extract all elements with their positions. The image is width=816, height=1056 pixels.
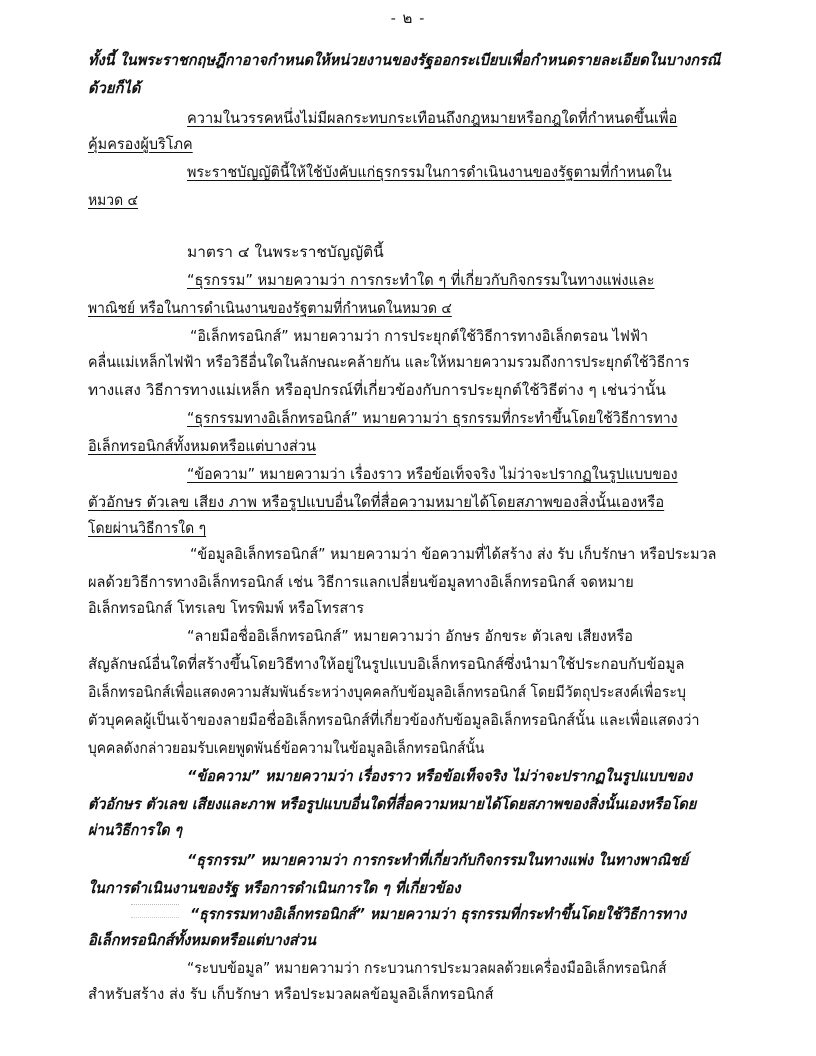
text-line: “อิเล็กทรอนิกส์” หมายความว่า การประยุกต์ใช้วิธีการทางอิเล็กตรอน ไฟฟ้า [190, 327, 649, 345]
text-line: หมวด ๔ [88, 191, 139, 209]
text-line: อิเล็กทรอนิกส์ทั้งหมดหรือแต่บางส่วน [88, 437, 317, 455]
text-line: ในการดำเนินงานของรัฐ หรือการดำเนินการใด ๆ ที่เกี่ยวข้อง [88, 879, 461, 897]
text-line: “ระบบข้อมูล” หมายความว่า กระบวนการประมวลผลด้วยเครื่องมืออิเล็กทรอนิกส์ [187, 959, 667, 977]
text-line: “ลายมือชื่ออิเล็กทรอนิกส์” หมายความว่า อักษร อักขระ ตัวเลข เสียงหรือ [187, 627, 633, 645]
text-line: อิเล็กทรอนิกส์ โทรเลข โทรพิมพ์ หรือโทรสาร [88, 599, 364, 617]
text-line: “ธุรกรรมทางอิเล็กทรอนิกส์” หมายความว่า ธุรกรรมที่กระทำขึ้นโดยใช้วิธีการทาง [187, 409, 678, 427]
scan-mark [131, 904, 179, 918]
text-line: “ธุรกรรมทางอิเล็กทรอนิกส์” หมายความว่า ธุรกรรมที่กระทำขึ้นโดยใช้วิธีการทาง [190, 905, 687, 923]
text-line: “ธุรกรรม” หมายความว่า การกระทำใด ๆ ที่เกี่ยวกับกิจกรรมในทางแพ่งและ [187, 271, 655, 289]
text-line: ตัวอักษร ตัวเลข เสียง ภาพ หรือรูปแบบอื่นใดที่สื่อความหมายได้โดยสภาพของสิ่งนั้นเองหรือ [88, 493, 665, 511]
text-line: ผลด้วยวิธีการทางอิเล็กทรอนิกส์ เช่น วิธีการแลกเปลี่ยนข้อมูลทางอิเล็กทรอนิกส์ จดหมาย [88, 573, 634, 591]
text-line: มาตรา ๔ ในพระราชบัญญัตินี้ [187, 243, 384, 261]
text-line: คุ้มครองผู้บริโภค [88, 135, 193, 153]
text-line: ผ่านวิธีการใด ๆ [88, 821, 182, 839]
text-line: ทั้งนี้ ในพระราชกฤษฎีกาอาจกำหนดให้หน่วยงานของรัฐออกระเบียบเพื่อกำหนดรายละเอียดในบางกรณี [88, 51, 721, 69]
text-line: บุคคลดังกล่าวยอมรับเคยพูดพันธ์ข้อความในข้อมูลอิเล็กทรอนิกส์นั้น [88, 739, 485, 757]
page-number: - ๒ - [390, 9, 426, 27]
text-line: “ธุรกรรม” หมายความว่า การกระทำที่เกี่ยวกับกิจกรรมในทางแพ่ง ในทางพาณิชย์ [187, 851, 689, 869]
text-line: พาณิชย์ หรือในการดำเนินงานของรัฐตามที่กำหนดในหมวด ๔ [88, 299, 452, 317]
text-line: ตัวบุคคลผู้เป็นเจ้าของลายมือชื่ออิเล็กทรอนิกส์ที่เกี่ยวข้องกับข้อมูลอิเล็กทรอนิกส์นั้น และเพื่อแสดงว่า [88, 711, 700, 729]
text-line: ตัวอักษร ตัวเลข เสียงและภาพ หรือรูปแบบอื่นใดที่สื่อความหมายได้โดยสภาพของสิ่งนั้นเองหรือโดย [88, 795, 697, 813]
text-line: อิเล็กทรอนิกส์เพื่อแสดงความสัมพันธ์ระหว่างบุคคลกับข้อมูลอิเล็กทรอนิกส์ โดยมีวัตถุประสงค์เพื่อระบุ [88, 683, 686, 701]
text-line: อิเล็กทรอนิกส์ทั้งหมดหรือแต่บางส่วน [88, 931, 317, 949]
text-line: สำหรับสร้าง ส่ง รับ เก็บรักษา หรือประมวลผลข้อมูลอิเล็กทรอนิกส์ [88, 985, 494, 1003]
text-line: ความในวรรคหนึ่งไม่มีผลกระทบกระเทือนถึงกฎหมายหรือกฎใดที่กำหนดขึ้นเพื่อ [187, 109, 678, 127]
text-line: สัญลักษณ์อื่นใดที่สร้างขึ้นโดยวิธีทางให้อยู่ในรูปแบบอิเล็กทรอนิกส์ซึ่งนำมาใช้ประกอบกับข้อมูล [88, 655, 685, 673]
text-line: พระราชบัญญัตินี้ให้ใช้บังคับแก่ธุรกรรมในการดำเนินงานของรัฐตามที่กำหนดใน [187, 163, 672, 181]
text-line: “ข้อความ” หมายความว่า เรื่องราว หรือข้อเท็จจริง ไม่ว่าจะปรากฏในรูปแบบของ [187, 767, 693, 785]
text-line: “ข้อความ” หมายความว่า เรื่องราว หรือข้อเท็จจริง ไม่ว่าจะปรากฏในรูปแบบของ [187, 465, 678, 483]
text-line: โดยผ่านวิธีการใด ๆ [88, 519, 207, 537]
text-line: คลื่นแม่เหล็กไฟฟ้า หรือวิธีอื่นใดในลักษณะคล้ายกัน และให้หมายความรวมถึงการประยุกต์ใช้วิธีการ [88, 353, 690, 371]
text-line: ทางแสง วิธีการทางแม่เหล็ก หรืออุปกรณ์ที่เกี่ยวข้องกับการประยุกต์ใช้วิธีต่าง ๆ เช่นว่านั้น [88, 381, 666, 399]
text-line: ด้วยก็ได้ [88, 79, 141, 97]
text-line: “ข้อมูลอิเล็กทรอนิกส์” หมายความว่า ข้อความที่ได้สร้าง ส่ง รับ เก็บรักษา หรือประมวล [190, 545, 717, 563]
